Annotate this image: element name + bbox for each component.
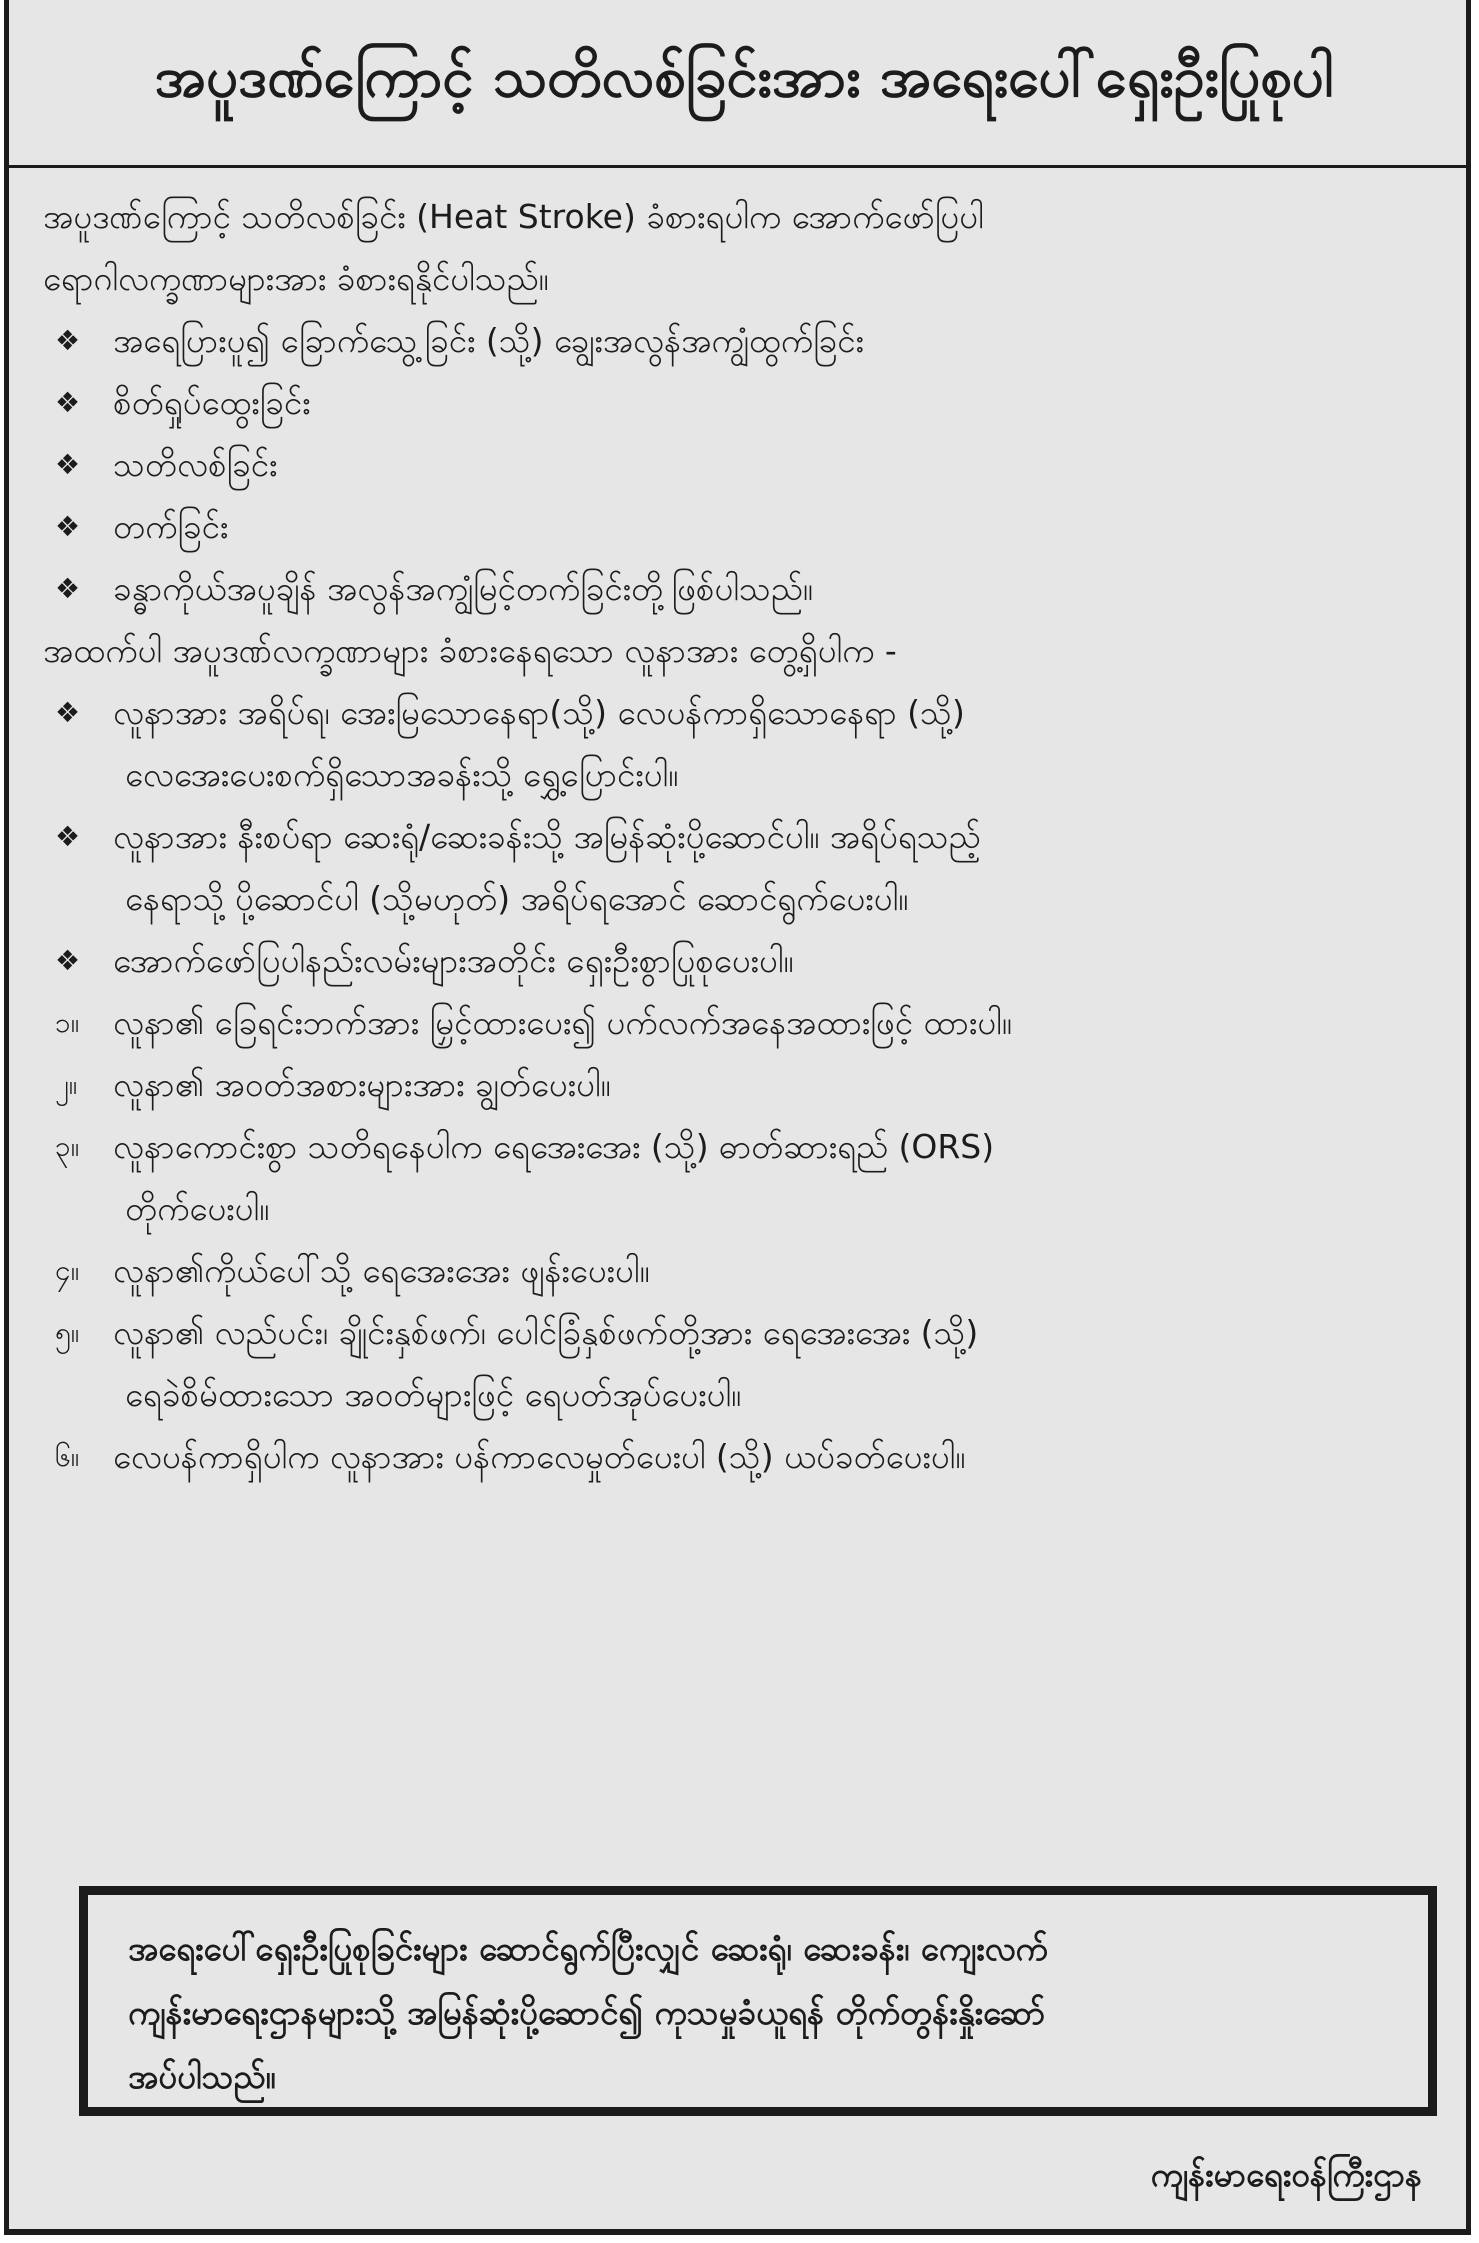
lead-in-text: အထက်ပါ အပူဒဏ်လက္ခဏာများ ခံစားနေရသော လူနာအား တွေ့ရှိပါက - <box>43 631 897 670</box>
symptom-text: သတိလစ်ခြင်း <box>113 445 278 484</box>
poster-title: အပူဒဏ်ကြောင့် သတိလစ်ခြင်းအား အရေးပေါ်ရှေးဦးပြုစုပါ <box>154 45 1334 110</box>
step-number: ၆။ <box>55 1440 80 1473</box>
notice-line-2: ကျန်းမာရေးဌာနများသို့ အမြန်ဆုံးပို့ဆောင်၍ ကုသမှုခံယူရန် တိုက်တွန်းနှိုးဆော် <box>128 1993 1046 2032</box>
step-text: လူနာ၏ အဝတ်အစားများအား ချွတ်ပေးပါ။ <box>113 1065 611 1104</box>
symptom-text: စိတ်ရှုပ်ထွေးခြင်း <box>113 383 311 422</box>
step-item <box>43 1240 1443 1302</box>
step-text: လူနာ၏ ခြေရင်းဘက်အား မြှင့်ထားပေး၍ ပက်လက်အနေအထားဖြင့် ထားပါ။ <box>113 1003 1012 1042</box>
intro-line-1: အပူဒဏ်ကြောင့် သတိလစ်ခြင်း (Heat Stroke) ခံစားရပါက အောက်ဖော်ပြပါ <box>43 197 984 236</box>
action-continuation: နေရာသို့ ပို့ဆောင်ပါ (သို့မဟုတ်) အရိပ်ရအောင် ဆောင်ရွက်ပေးပါ။ <box>125 879 909 918</box>
symptom-text: ခန္ဓာကိုယ်အပူချိန် အလွန်အကျွံမြင့်တက်ခြင်းတို့ဖြစ်ပါသည်။ <box>113 569 813 608</box>
poster-frame <box>4 0 1471 2235</box>
bullet-diamond-icon: ❖ <box>55 448 81 481</box>
symptom-item <box>43 372 1443 434</box>
action-text: လူနာအား နီးစပ်ရာ ဆေးရုံ/ဆေးခန်းသို့ အမြန်ဆုံးပို့ဆောင်ပါ။ အရိပ်ရသည့် <box>113 817 981 856</box>
symptom-item <box>43 434 1443 496</box>
step-text: လူနာ၏ လည်ပင်း၊ ချိုင်းနှစ်ဖက်၊ ပေါင်ခြံနှစ်ဖက်တို့အား ရေအေးအေး (သို့) <box>113 1313 979 1352</box>
symptom-text: တက်ခြင်း <box>113 507 229 546</box>
step-item <box>43 1054 1443 1116</box>
step-item <box>43 1302 1443 1364</box>
action-continuation: လေအေးပေးစက်ရှိသောအခန်းသို့ ရွှေ့ပြောင်းပါ။ <box>125 755 679 794</box>
step-number: ၄။ <box>55 1254 80 1287</box>
bullet-diamond-icon: ❖ <box>55 324 81 357</box>
notice-line-3: အပ်ပါသည်။ <box>128 2057 276 2096</box>
step-number: ၂။ <box>55 1068 78 1101</box>
bullet-diamond-icon: ❖ <box>55 572 81 605</box>
step-continuation: တိုက်ပေးပါ။ <box>125 1189 270 1228</box>
bullet-diamond-icon: ❖ <box>55 510 81 543</box>
action-text: အောက်ဖော်ပြပါနည်းလမ်းများအတိုင်း ရှေးဦးစွာပြုစုပေးပါ။ <box>113 941 794 980</box>
action-text: လူနာအား အရိပ်ရ၊ အေးမြသောနေရာ(သို့) လေပန်ကာရှိသောနေရာ (သို့) <box>113 693 965 732</box>
step-item <box>43 992 1443 1054</box>
title-divider <box>9 165 1466 168</box>
poster-body <box>43 186 1443 1488</box>
action-item <box>43 682 1443 744</box>
step-number: ၁။ <box>55 1006 80 1039</box>
notice-box <box>79 1886 1437 2116</box>
symptom-item <box>43 310 1443 372</box>
action-item <box>43 930 1443 992</box>
ministry-signature: ကျန်းမာရေးဝန်ကြီးဌာန <box>1150 2155 1422 2194</box>
action-item <box>43 806 1443 868</box>
step-text: လူနာကောင်းစွာ သတိရနေပါက ရေအေးအေး (သို့) ဓာတ်ဆားရည် (ORS) <box>113 1127 995 1166</box>
bullet-diamond-icon: ❖ <box>55 696 81 729</box>
step-continuation: ရေခဲစိမ်ထားသော အဝတ်များဖြင့် ရေပတ်အုပ်ပေးပါ။ <box>125 1375 742 1414</box>
step-number: ၃။ <box>55 1130 80 1163</box>
step-number: ၅။ <box>55 1316 80 1349</box>
symptom-item <box>43 496 1443 558</box>
bullet-diamond-icon: ❖ <box>55 944 81 977</box>
step-item <box>43 1426 1443 1488</box>
step-text: လေပန်ကာရှိပါက လူနာအား ပန်ကာလေမှုတ်ပေးပါ (သို့) ယပ်ခတ်ပေးပါ။ <box>113 1437 966 1476</box>
intro-line-2: ရောဂါလက္ခဏာများအား ခံစားရနိုင်ပါသည်။ <box>43 259 549 298</box>
step-text: လူနာ၏ကိုယ်ပေါ်သို့ ရေအေးအေး ဖျန်းပေးပါ။ <box>113 1251 650 1290</box>
step-item <box>43 1116 1443 1178</box>
notice-line-1: အရေးပေါ်ရှေးဦးပြုစုခြင်းများ ဆောင်ရွက်ပြီးလျှင် ဆေးရုံ၊ ဆေးခန်း၊ ကျေးလက် <box>128 1929 1048 1968</box>
symptom-item <box>43 558 1443 620</box>
bullet-diamond-icon: ❖ <box>55 386 81 419</box>
bullet-diamond-icon: ❖ <box>55 820 81 853</box>
symptom-text: အရေပြားပူ၍ ခြောက်သွေ့ခြင်း (သို့) ချွေးအလွန်အကျွံထွက်ခြင်း <box>113 321 864 360</box>
